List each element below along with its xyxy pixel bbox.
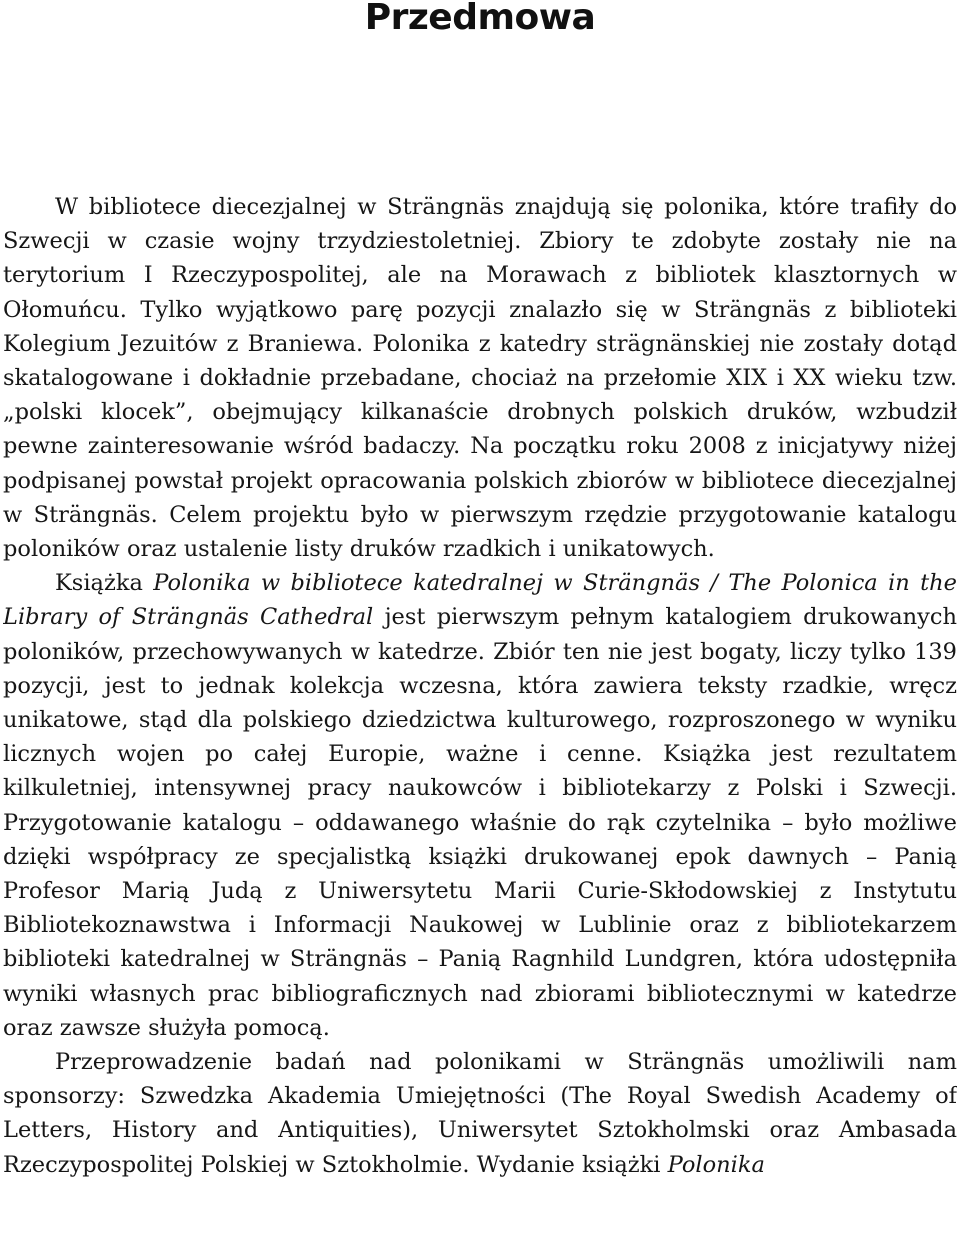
paragraph-1 [3, 190, 957, 566]
paragraph-1-text: W bibliotece diecezjalnej w Strängnäs znajdują się polonika, które trafiły do Szwecji w czasie wojny trzydziestoletniej. Zbiory te zdobyte zostały nie na terytorium I Rzeczypospolitej, ale na Morawach z bibliotek klasztornych w Ołomuńcu. Tylko wyjątkowo parę pozycji znalazło się w Strängnäs z biblioteki Kolegium Jezuitów z Braniewa. Polonika z katedry strägnänskiej nie zostały dotąd skatalogowane i dokładnie przebadane, chociaż na przełomie XIX i XX wieku tzw. „polski klocek”, obejmujący kilkanaście drobnych polskich druków, wzbudził pewne zainteresowanie wśród badaczy. Na początku roku 2008 z inicjatywy niżej podpisanej powstał projekt opracowania polskich zbiorów w bibliotece diecezjalnej w Strängnäs. Celem projektu było w pierwszym rzędzie przygotowanie katalogu poloników oraz ustalenie listy druków rzadkich i unikatowych. [3, 194, 957, 563]
paragraph-2 [3, 566, 957, 1045]
paragraph-3-text: Przeprowadzenie badań nad polonikami w Strängnäs umożliwili nam sponsorzy: Szwedzka Akademia Umiejętności (The Royal Swedish Academy of Letters, History and Antiquities), Uniwersytet Sztokholmski oraz Ambasada Rzeczypospolitej Polskiej w Sztokholmie. Wydanie książki [3, 1049, 957, 1178]
paragraph-3 [3, 1045, 957, 1182]
document-page [3, 0, 957, 1253]
book-title-italic-fragment: Polonika [667, 1151, 765, 1178]
paragraph-2-text-rest: jest pierwszym pełnym katalogiem drukowanych poloników, przechowywanych w katedrze. Zbiór ten nie jest bogaty, liczy tylko 139 pozycji, jest to jednak kolekcja wczesna, która zawiera teksty rzadkie, wręcz unikatowe, stąd dla polskiego dziedzictwa kulturowego, rozproszonego w wyniku licznych wojen po całej Europie, ważne i cenne. Książka jest rezultatem kilkuletniej, intensywnej pracy naukowców i bibliotekarzy z Polski i Szwecji. Przygotowanie katalogu – oddawanego właśnie do rąk czytelnika – było możliwe dzięki współpracy ze specjalistką książki drukowanej epok dawnych – Panią Profesor Marią Judą z Uniwersytetu Marii Curie-Skłodowskiej z Instytutu Bibliotekoznawstwa i Informacji Naukowej w Lublinie oraz z bibliotekarzem biblioteki katedralnej w Strängnäs – Panią Ragnhild Lundgren, która udostępniła wyniki własnych prac bibliograficznych nad zbiorami bibliotecznymi w katedrze oraz zawsze służyła pomocą. [3, 604, 957, 1041]
page-title: Przedmowa [364, 0, 596, 38]
paragraph-2-text-start: Książka [55, 570, 154, 597]
book-title-italic: Polonika w bibliotece katedralnej w Strängnäs / The Polonica in the Library of Strängnäs Cathedral [3, 570, 957, 631]
body-text [3, 190, 957, 1182]
